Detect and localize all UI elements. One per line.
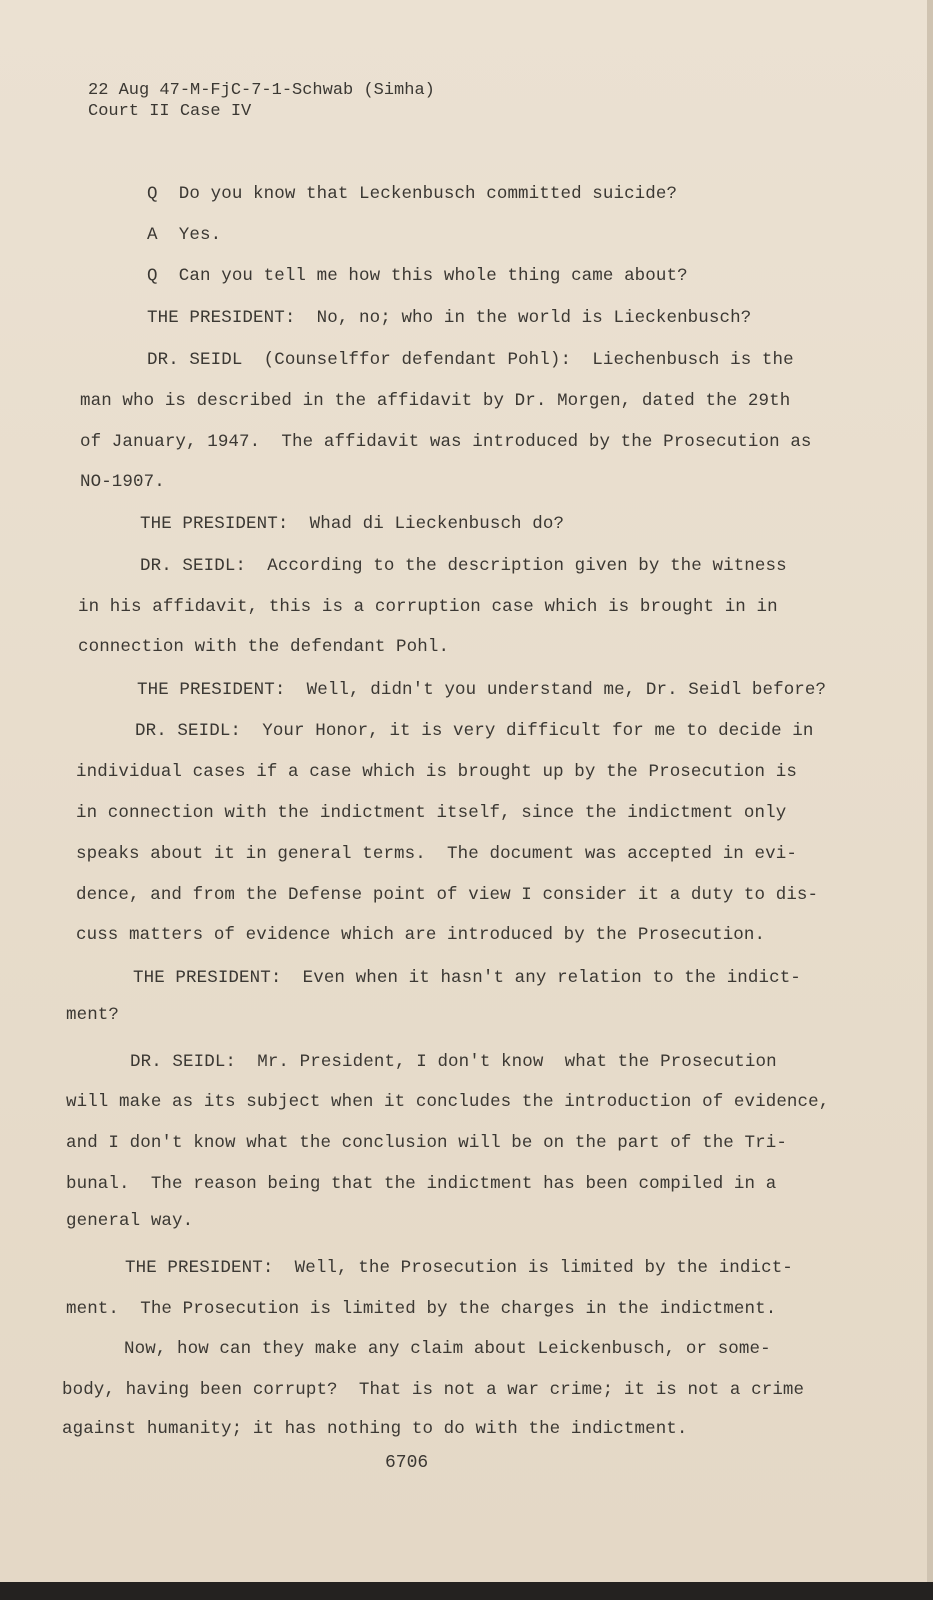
transcript-line: DR. SEIDL: According to the description given by the witness: [140, 556, 787, 576]
transcript-line: of January, 1947. The affidavit was introduced by the Prosecution as: [80, 432, 812, 452]
transcript-line: A Yes.: [147, 225, 222, 245]
page-number: 6706: [385, 1453, 429, 1473]
transcript-line: THE PRESIDENT: Well, the Prosecution is limited by the indict-: [125, 1258, 793, 1278]
transcript-line: general way.: [66, 1211, 194, 1231]
paper-edge-shadow: [927, 0, 933, 1582]
transcript-line: and I don't know what the conclusion will be on the part of the Tri-: [66, 1133, 787, 1153]
transcript-line: man who is described in the affidavit by Dr. Morgen, dated the 29th: [80, 391, 791, 411]
transcript-line: DR. SEIDL (Counselffor defendant Pohl): Liechenbusch is the: [147, 350, 794, 370]
transcript-line: Now, how can they make any claim about Leickenbusch, or some-: [124, 1339, 771, 1359]
transcript-line: body, having been corrupt? That is not a war crime; it is not a crime: [62, 1380, 805, 1400]
transcript-line: DR. SEIDL: Your Honor, it is very difficult for me to decide in: [135, 721, 814, 741]
header-reference: 22 Aug 47-M-FjC-7-1-Schwab (Simha): [88, 81, 435, 100]
header-court-case: Court II Case IV: [88, 102, 252, 121]
transcript-line: connection with the defendant Pohl.: [78, 637, 450, 657]
transcript-line: dence, and from the Defense point of view I consider it a duty to dis-: [76, 885, 819, 905]
document-header: [88, 80, 435, 122]
transcript-line: in his affidavit, this is a corruption case which is brought in in: [78, 597, 778, 617]
transcript-line: THE PRESIDENT: Even when it hasn't any relation to the indict-: [133, 968, 801, 988]
transcript-line: individual cases if a case which is brought up by the Prosecution is: [76, 762, 797, 782]
transcript-line: cuss matters of evidence which are introduced by the Prosecution.: [76, 925, 766, 945]
transcript-line: ment. The Prosecution is limited by the charges in the indictment.: [66, 1299, 777, 1319]
transcript-line: bunal. The reason being that the indictment has been compiled in a: [66, 1174, 777, 1194]
transcript-line: against humanity; it has nothing to do with the indictment.: [62, 1419, 688, 1439]
transcript-line: ment?: [66, 1005, 120, 1025]
scan-bottom-border: [0, 1582, 933, 1600]
transcript-line: DR. SEIDL: Mr. President, I don't know what the Prosecution: [130, 1052, 777, 1072]
transcript-line: THE PRESIDENT: Whad di Lieckenbusch do?: [140, 514, 565, 534]
transcript-line: will make as its subject when it concludes the introduction of evidence,: [66, 1092, 830, 1112]
transcript-line: NO-1907.: [80, 472, 165, 492]
transcript-line: THE PRESIDENT: Well, didn't you understand me, Dr. Seidl before?: [137, 680, 827, 700]
transcript-line: in connection with the indictment itself, since the indictment only: [76, 803, 787, 823]
transcript-line: Q Can you tell me how this whole thing came about?: [147, 266, 688, 286]
transcript-line: THE PRESIDENT: No, no; who in the world is Lieckenbusch?: [147, 308, 752, 328]
transcript-line: speaks about it in general terms. The document was accepted in evi-: [76, 844, 797, 864]
transcript-line: Q Do you know that Leckenbusch committed suicide?: [147, 184, 678, 204]
